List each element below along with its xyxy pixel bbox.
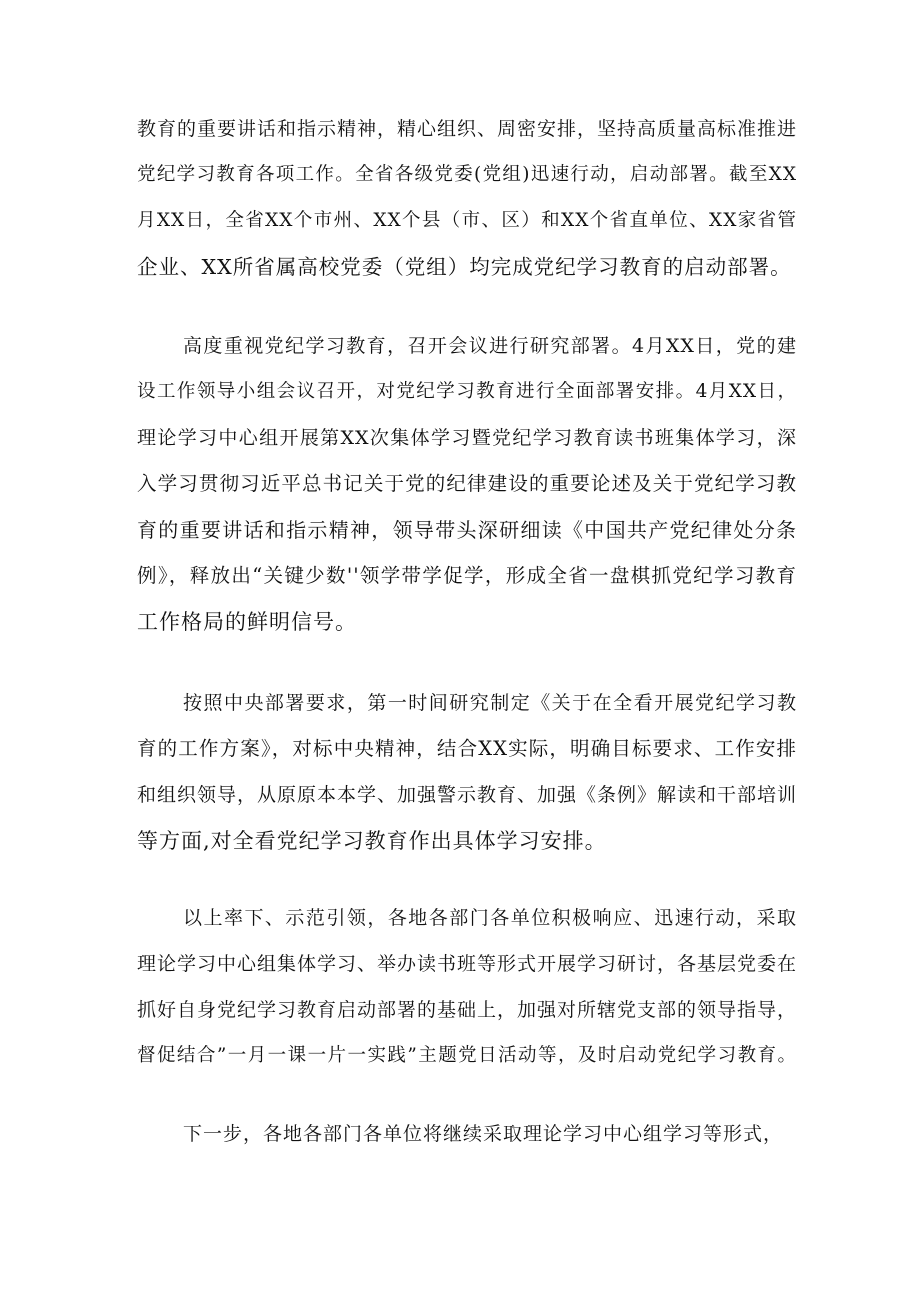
paragraph-4 <box>137 895 797 1079</box>
paragraph-line: 和组织领导，从原原本本学、加强警示教育、加强《条例》解读和干部培训 <box>137 784 798 806</box>
paragraph-line: 等方面,对全看党纪学习教育作出具体学习安排。 <box>137 829 607 853</box>
paragraph-2 <box>137 323 797 645</box>
paragraph-line: 工作格局的鲜明信号。 <box>137 610 357 634</box>
paragraph-line: 下一步，各地各部门各单位将继续采取理论学习中心组学习等形式， <box>183 1123 784 1145</box>
paragraph-line: 按照中央部署要求，第一时间研究制定《关于在全看开展党纪学习教 <box>183 692 797 714</box>
paragraph-5 <box>137 1111 797 1157</box>
paragraph-line: 育的工作方案》，对标中央精神，结合XX实际，明确目标要求、工作安排 <box>137 737 797 760</box>
paragraph-line: 理论学习中心组集体学习、举办读书班等形式开展学习研讨，各基层党委在 <box>137 953 798 975</box>
paragraph-line: 教育的重要讲话和指示精神，精心组织、周密安排，坚持高质量高标准推进 <box>137 118 798 140</box>
paragraph-line: 高度重视党纪学习教育，召开会议进行研究部署。4月XX日，党的建 <box>183 335 797 357</box>
paragraph-line: 督促结合”一月一课一片一实践”主题党日活动等，及时启动党纪学习教育。 <box>137 1045 797 1066</box>
paragraph-3 <box>137 680 797 864</box>
paragraph-line: 月XX日，全省XX个市州、XX个县（市、区）和XX个省直单位、XX家省管 <box>137 210 797 231</box>
paragraph-line: 党纪学习教育各项工作。全省各级党委(党组)迅速行动，启动部署。截至XX <box>137 164 797 185</box>
paragraph-line: 抓好自身党纪学习教育启动部署的基础上，加强对所辖党支部的领导指导， <box>137 999 798 1021</box>
paragraph-line: 入学习贯彻习近平总书记关于党的纪律建设的重要论述及关于党纪学习教 <box>137 472 797 495</box>
paragraph-1 <box>137 106 797 290</box>
paragraph-line: 育的重要讲话和指示精神，领导带头深研细读《中国共产党纪律处分条 <box>137 518 797 542</box>
paragraph-line: 例》，释放出“关键少数''领学带学促学，形成全省一盘棋抓党纪学习教育 <box>137 564 797 587</box>
paragraph-line: 企业、XX所省属高校党委（党组）均完成党纪学习教育的启动部署。 <box>137 255 792 279</box>
paragraph-line: 理论学习中心组开展第XX次集体学习暨党纪学习教育读书班集体学习，深 <box>137 427 797 449</box>
paragraph-line: 以上率下、示范引领，各地各部门各单位积极响应、迅速行动，采取 <box>183 907 797 929</box>
paragraph-line: 设工作领导小组会议召开，对党纪学习教育进行全面部署安排。4月XX日， <box>137 381 797 402</box>
